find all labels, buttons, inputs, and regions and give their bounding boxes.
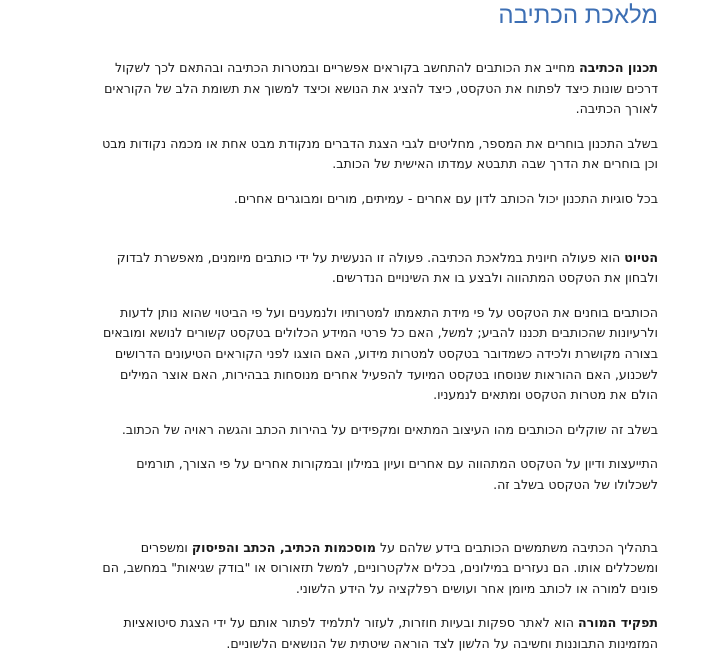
drafting-paragraph-4: התייעצות ודיון על הטקסט המתהווה עם אחרים ועיון במילון ובמקורות אחרים על פי הצורך, תורמים לשכלולו של הטקסט בשלב זה. [136,456,658,492]
planning-paragraph-1: תכנון הכתיבה מחייב את הכותבים להתחשב בקוראים אפשריים ובמטרות הכתיבה ובהתאם לכך לשקול דרכים שונות כיצד לפתוח את הטקסט, כיצד להציג את הנושא וכיצד למשוך את תשומת הלב של הקוראים לאורך הכתיבה. [104,60,658,117]
page-title: מלאכת הכתיבה [498,2,658,29]
planning-term: תכנון הכתיבה [579,60,658,75]
planning-paragraph-3: בכל סוגיות התכנון יכול הכותב לדון עם אחרים - עמיתים, מורים ומבוגרים אחרים. [233,190,658,206]
planning-paragraph-2: בשלב התכנון בוחרים את המספר, מחליטים לגבי הצגת הדברים מנקודת מבט אחת או מכמה נקודות מבט וכן בוחרים את הדרך שבה תתבטא עמדתו האישית של הכותב. [102,135,658,172]
drafting-paragraph-1: הטיוט הוא פעולה חיונית במלאכת הכתיבה. פעולה זו הנעשית על ידי כותבים מיומנים, מאפשרת לבדוק ולבחון את הטקסט המתהווה ולבצע בו את השינויים הנדרשים. [116,249,658,286]
teacher-role-term: תפקיד המורה [578,615,658,631]
drafting-term: הטיוט [624,249,658,265]
conventions-term: מוסכמות הכתיב, הכתב והפיסוק [191,539,376,555]
tools-paragraph-1: בתהליך הכתיבה משתמשים הכותבים בידע שלהם על מוסכמות הכתיב, הכתב והפיסוק ומשפרים ומשכללים אותו. הם נעזרים במילונים, בכלים אלקטרוניים, למשל תזאורוס או "בודק שגיאות" במחשב, הם פונים למורה או לכותב מיומן אחר ועושים רפלקציה על הידע הלשוני. [102,539,658,596]
tools-paragraph-2: תפקיד המורה הוא לאתר ספקות ובעיות חוזרות, לעזור לתלמיד לפתור אותם על ידי הצגת סיטואציות המזמינות התבוננות וחשיבה על הלשון לצד הוראה שיטתית של הנושאים הלשוניים. [123,615,658,651]
drafting-paragraph-2: הכותבים בוחנים את הטקסט על פי מידת התאמתו למטרותיו ולנמענים ועל פי הביטוי שהוא נותן לדעות ולרעיונות שהכותבים תכננו להביע; למשל, האם כל פרטי המידע הכלולים בטקסט קשורים לנושא ומובאים בצורה מקושרת ולכידה כשמדובר בטקסט למטרות מידוע, האם הוצגו לפני הקוראים הטיעונים הדרושים לשכנוע, האם ההוראות שנוסחו בטקסט המיועד להפעיל אחרים מנוסחות בבהירות, האם אוצר המילים הולם את מטרות הטקסט ומתאים לנמעניו. [103,304,658,403]
document-body [98,58,658,668]
drafting-paragraph-3: בשלב זה שוקלים הכותבים מהו העיצוב המתאים ומקפידים על בהירות הכתב והגשה ראויה של הכתוב. [121,421,658,437]
